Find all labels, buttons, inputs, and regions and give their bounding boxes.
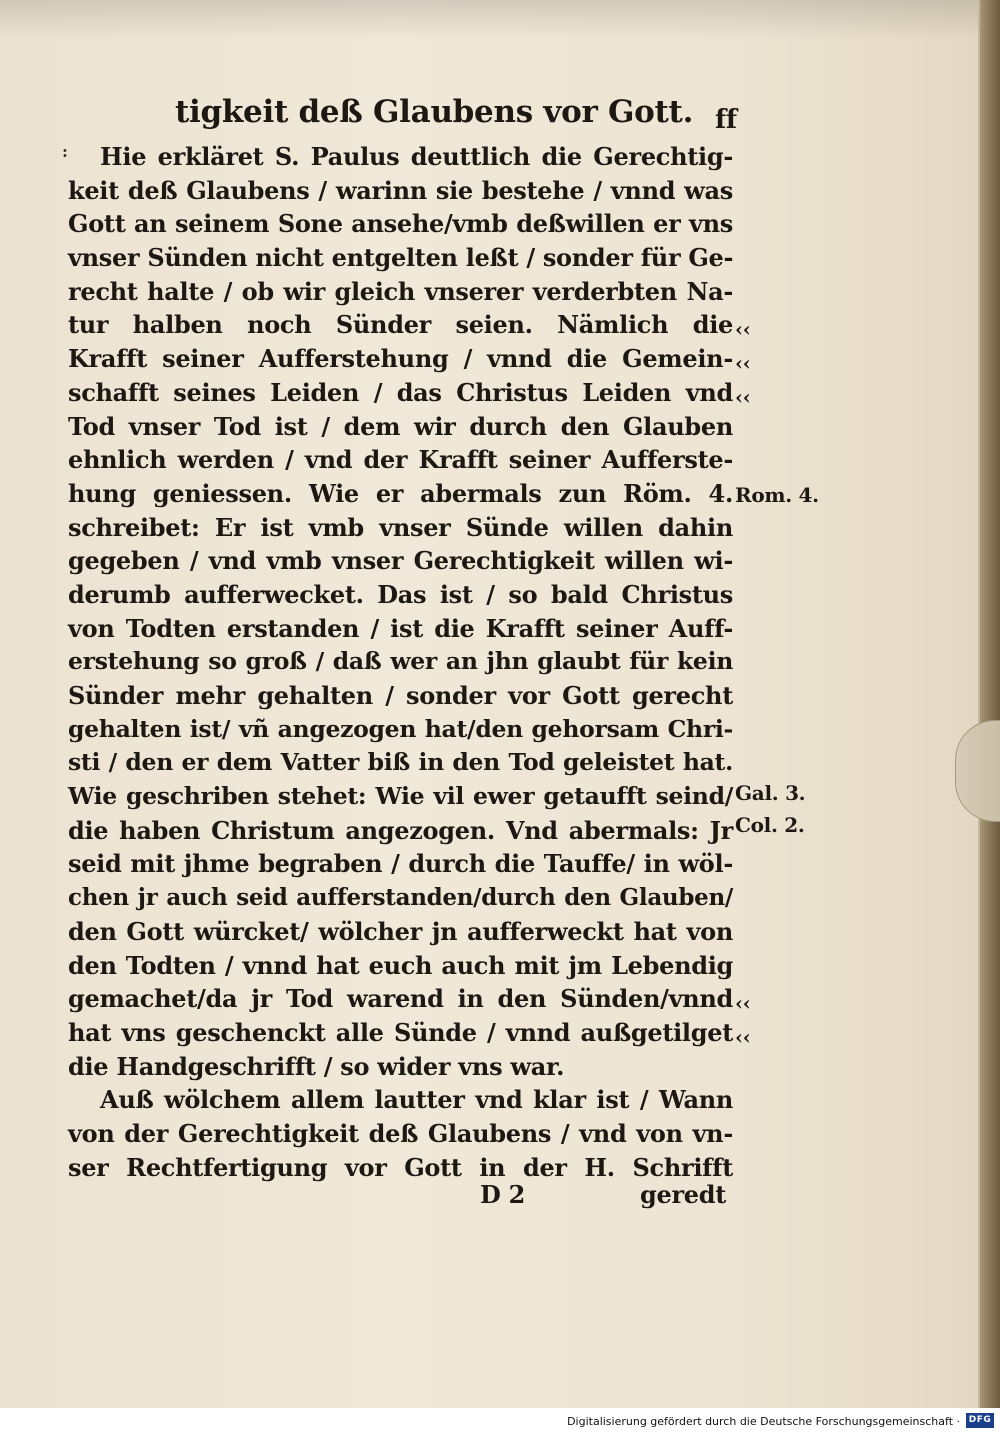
dfg-logo: DFG [966,1413,994,1428]
text-line: tur halben noch Sünder seien. Nämlich die [68,310,733,340]
text-line: Tod vnser Tod ist / dem wir durch den Glauben [68,411,733,441]
text-line: recht halte / ob wir gleich vnserer verderbten Na- [68,276,733,306]
text-line: Sünder mehr gehalten / sonder vor Gott gerecht [68,681,733,710]
body-text [68,140,733,1184]
text-line: vnser Sünden nicht entgelten leßt / sonder für Ge- [68,243,734,273]
margin-quote-mark: ‹‹ [735,991,751,1015]
text-line: ser Rechtfertigung vor Gott in der H. Schrifft [68,1152,733,1182]
margin-reference-gal: Gal. 3. [735,781,806,805]
text-line: schreibet: Er ist vmb vnser Sünde willen dahin [68,512,733,542]
text-line: Gott an seinem Sone ansehe/vmb deßwillen er vns [68,209,733,239]
text-line: hat vns geschenckt alle Sünde / vnnd außgetilget [68,1017,733,1047]
text-line: derumb aufferwecket. Das ist / so bald Christus [68,579,733,609]
margin-quote-mark: ‹‹ [735,1025,751,1049]
margin-quote-mark: ‹‹ [735,385,751,409]
signature-mark: D 2 [480,1180,525,1209]
margin-quote-mark: ‹‹ [735,351,751,375]
text-line: hung geniessen. Wie er abermals zun Röm. 4. [68,478,733,508]
text-line: den Todten / vnnd hat euch auch mit jm Lebendig [68,950,733,980]
text-line: keit deß Glaubens / warinn sie bestehe / vnnd was [68,175,733,205]
text-line: gemachet/da jr Tod warend in den Sünden/vnnd [68,984,733,1014]
text-line: gegeben / vnd vmb vnser Gerechtigkeit willen wi- [68,546,733,576]
folio-number: ff [715,105,737,135]
margin-mark: : [62,142,68,161]
text-line: chen jr auch seid aufferstanden/durch den Glauben/ [68,884,733,912]
text-line: ehnlich werden / vnd der Krafft seiner Aufferste- [68,445,733,475]
text-line: von Todten erstanden / ist die Krafft seiner Auff- [68,613,733,643]
text-line: Krafft seiner Aufferstehung / vnnd die Gemein- [68,344,733,374]
running-head: tigkeit deß Glaubens vor Gott. [175,94,694,130]
text-line: seid mit jhme begraben / durch die Tauffe/ in wöl- [68,849,733,879]
text-line: sti / den er dem Vatter biß in den Tod geleistet hat. [68,748,733,777]
catchword: geredt [640,1180,727,1209]
text-line: die Handgeschrifft / so wider vns war. [68,1051,565,1081]
text-line: Auß wölchem allem lautter vnd klar ist / Wann [100,1085,733,1115]
page-shadow [0,0,978,40]
margin-quote-mark: ‹‹ [735,317,751,341]
text-line: die haben Christum angezogen. Vnd abermals: Jr [68,815,733,845]
text-line: erstehung so groß / daß wer an jhn glaubt für kein [68,647,733,676]
digitization-credit: Digitalisierung gefördert durch die Deutsche Forschungsgemeinschaft · [567,1415,960,1428]
margin-reference-rom: Rom. 4. [735,483,819,507]
margin-reference-col: Col. 2. [735,813,805,837]
text-line: den Gott würcket/ wölcher jn aufferweckt hat von [68,916,733,946]
text-line: gehalten ist/ vñ angezogen hat/den gehorsam Chri- [68,714,733,743]
text-line: von der Gerechtigkeit deß Glaubens / vnd von vn- [68,1118,733,1148]
text-line: schafft seines Leiden / das Christus Leiden vnd [68,377,733,407]
text-line: Wie geschriben stehet: Wie vil ewer getaufft seind/ [68,782,733,811]
text-line: Hie erkläret S. Paulus deuttlich die Gerechtig- [100,142,733,171]
